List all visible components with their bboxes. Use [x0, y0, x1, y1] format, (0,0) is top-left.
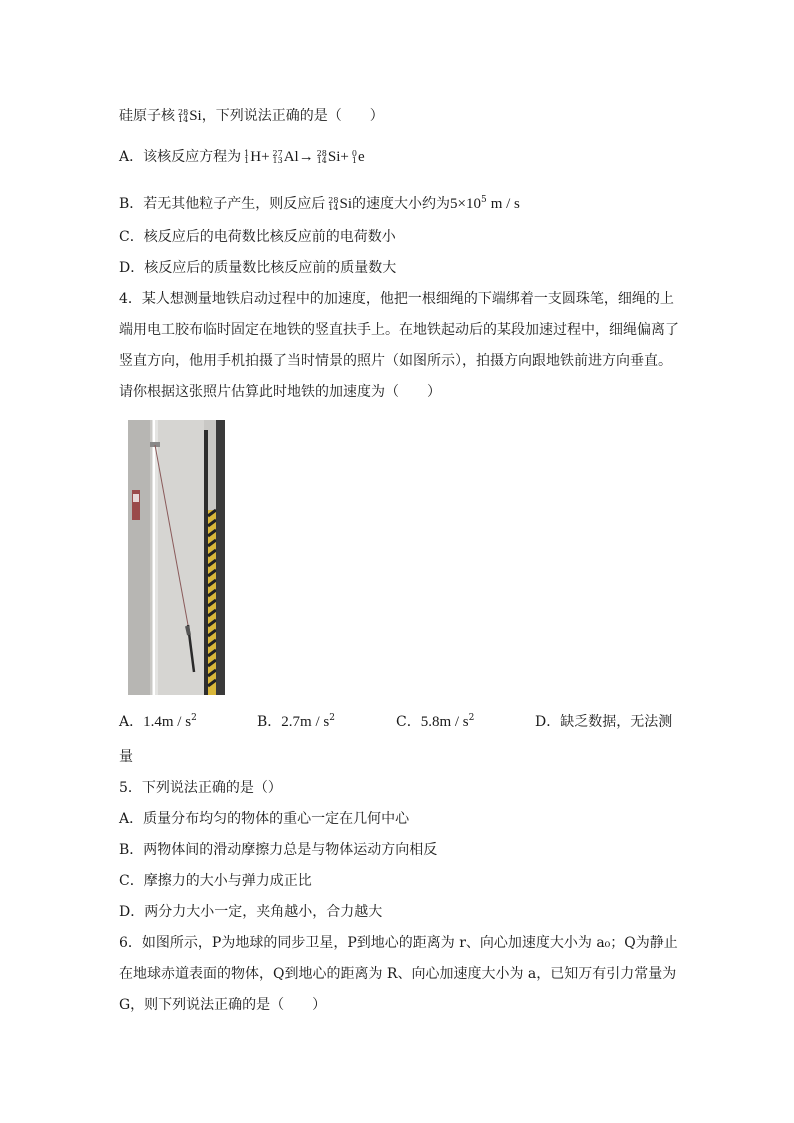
q6-stem-line3: G，则下列说法正确的是（ ） [119, 997, 327, 1013]
si-symbol: Si [189, 108, 202, 124]
pen-clip [187, 626, 189, 635]
q3-stem-text: 硅原子核 [119, 108, 175, 124]
q6-stem-line1: 6．如图所示，P为地球的同步卫星，P到地心的距离为 r、向心加速度大小为 a₀；Q为静止 [119, 935, 678, 951]
window-frame [216, 420, 225, 695]
q3-stem [119, 106, 384, 126]
q3-option-c: C．核反应后的电荷数比核反应前的电荷数小 [119, 229, 396, 245]
wall-left [128, 420, 150, 695]
q5-option-b: B．两物体间的滑动摩擦力总是与物体运动方向相反 [119, 842, 438, 858]
q3-option-a: A．该核反应方程为 1 1 H+ 27 13 Al→ 28 14 Si+ 0 1 e [119, 149, 365, 165]
q4-option-d-continued: 量 [119, 749, 133, 765]
q4-option-c: C．$5.8m / s^2$ [396, 713, 475, 730]
door-edge [204, 430, 208, 695]
q4-stem-line1: 4．某人想测量地铁启动过程中的加速度，他把一根细绳的下端绑着一支圆珠笔，细绳的上 [119, 291, 674, 307]
q4-stem-line3: 竖直方向，他用手机拍摄了当时情景的照片（如图所示），拍摄方向跟地铁前进方向垂直。 [119, 353, 672, 369]
si-nuclide-index: 28 14 [178, 108, 189, 124]
q3-option-d: D．核反应后的质量数比核反应前的质量数大 [119, 260, 397, 276]
q5-stem: 5．下列说法正确的是（） [119, 780, 282, 796]
q5-option-c: C．摩擦力的大小与弹力成正比 [119, 873, 312, 889]
q4-option-a: A．$1.4m / s^2$ [119, 713, 197, 730]
q5-option-d: D．两分力大小一定，夹角越小，合力越大 [119, 904, 383, 920]
q4-stem-line4: 请你根据这张照片估算此时地铁的加速度为（ ） [119, 384, 441, 400]
q4-stem-line2: 端用电工胶布临时固定在地铁的竖直扶手上。在地铁起动后的某段加速过程中，细绳偏离了 [119, 322, 679, 338]
q5-option-a: A．质量分布均匀的物体的重心一定在几何中心 [119, 811, 410, 827]
q4-option-b: B．$2.7m / s^2$ [257, 713, 335, 730]
q3-option-b: B．若无其他粒子产生，则反应后 28 14 Si的速度大小约为$5\times 10^5$ m / s [119, 195, 520, 212]
q3-stem-tail: ，下列说法正确的是（ ） [201, 108, 384, 124]
q6-stem-line2: 在地球赤道表面的物体，Q到地心的距离为 R、向心加速度大小为 a，已知万有引力常量为 [119, 966, 677, 982]
door-panel [158, 420, 204, 695]
q4-option-d: D．缺乏数据，无法测 [535, 714, 673, 730]
subway-photo [128, 420, 225, 695]
